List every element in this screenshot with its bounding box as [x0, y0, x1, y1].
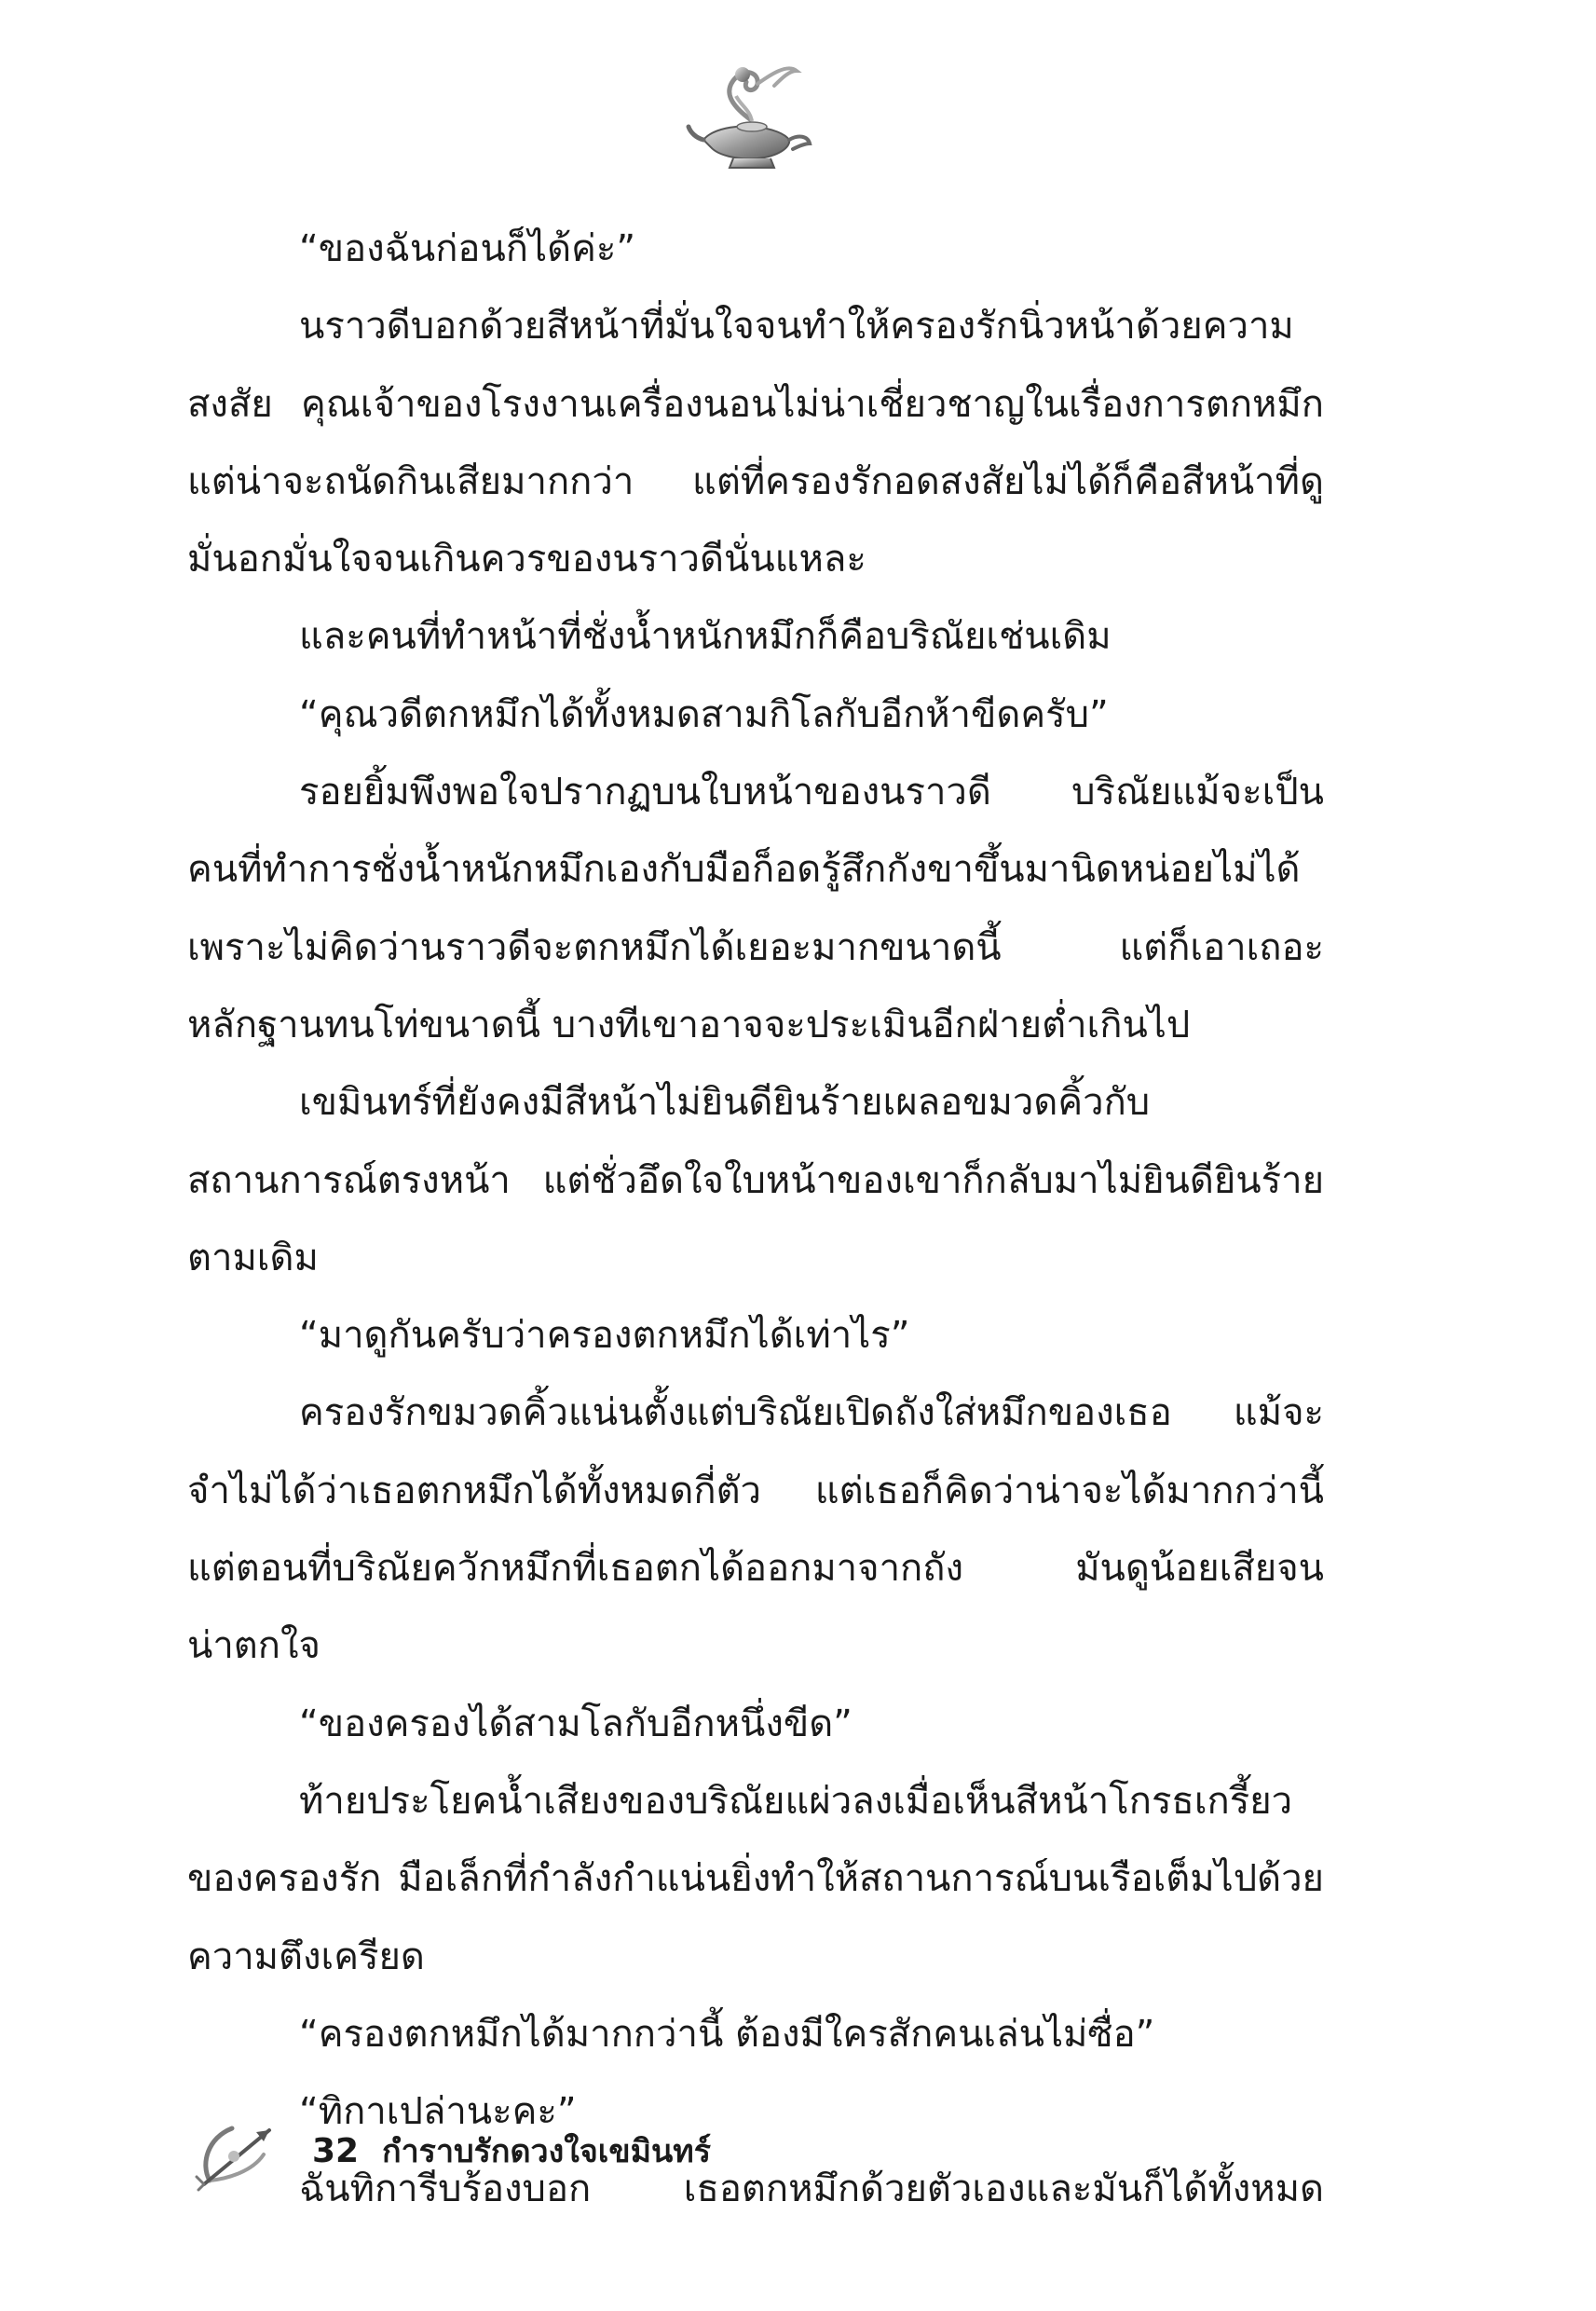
- text-line: น่าตกใจ: [187, 1624, 321, 1668]
- text-line: ตามเดิม: [187, 1236, 319, 1279]
- text-line: “ทิกาเปล่านะคะ”: [299, 2090, 577, 2134]
- text-line: และคนที่ทำหน้าที่ชั่งน้ำหนักหมึกก็คือบริณัยเช่นเดิม: [299, 615, 1112, 659]
- text-line: เพราะไม่คิดว่านราวดีจะตกหมึกได้เยอะมากขนาดนี้ แต่ก็เอาเถอะ: [187, 925, 1324, 969]
- text-line: “ครองตกหมึกได้มากกว่านี้ ต้องมีใครสักคนเล่นไม่ซื่อ”: [299, 2012, 1155, 2056]
- text-line: ความตึงเครียด: [187, 1935, 425, 1978]
- text-line: แต่ตอนที่บริณัยควักหมึกที่เธอตกได้ออกมาจากถัง มันดูน้อยเสียจน: [187, 1547, 1324, 1591]
- text-line: สงสัย คุณเจ้าของโรงงานเครื่องนอนไม่น่าเชี่ยวชาญในเรื่องการตกหมึก: [187, 382, 1324, 426]
- text-line: สถานการณ์ตรงหน้า แต่ชั่วอึดใจใบหน้าของเขาก็กลับมาไม่ยินดียินร้าย: [187, 1158, 1324, 1202]
- text-line: “ของฉันก่อนก็ได้ค่ะ”: [299, 227, 636, 270]
- text-line: เขมินทร์ที่ยังคงมีสีหน้าไม่ยินดียินร้ายเผลอขมวดคิ้วกับ: [299, 1081, 1151, 1125]
- text-line: มั่นอกมั่นใจจนเกินควรของนราวดีนั่นแหละ: [187, 538, 866, 581]
- cupid-bow-arrow-icon: [191, 2117, 284, 2192]
- text-line: ท้ายประโยคน้ำเสียงของบริณัยแผ่วลงเมื่อเห็นสีหน้าโกรธเกรี้ยว: [299, 1779, 1293, 1823]
- page-footer: [191, 2108, 1030, 2192]
- book-title: กำราบรักดวงใจเขมินทร์: [382, 2133, 711, 2170]
- text-line: “มาดูกันครับว่าครองตกหมึกได้เท่าไร”: [299, 1314, 910, 1358]
- text-line: ครองรักขมวดคิ้วแน่นตั้งแต่บริณัยเปิดถังใส่หมึกของเธอ แม้จะ: [299, 1391, 1324, 1435]
- text-line: หลักฐานทนโท่ขนาดนี้ บางทีเขาอาจจะประเมินอีกฝ่ายต่ำเกินไป: [187, 1003, 1191, 1046]
- text-line: “คุณวดีตกหมึกได้ทั้งหมดสามกิโลกับอีกห้าขีดครับ”: [299, 692, 1109, 736]
- text-line: แต่น่าจะถนัดกินเสียมากกว่า แต่ที่ครองรักอดสงสัยไม่ได้ก็คือสีหน้าที่ดู: [187, 459, 1324, 503]
- text-line: “ของครองได้สามโลกับอีกหนึ่งขีด”: [299, 1702, 853, 1745]
- chapter-body-text: [187, 211, 1324, 2229]
- text-line: คนที่ทำการชั่งน้ำหนักหมึกเองกับมือก็อดรู้สึกกังขาขึ้นมานิดหน่อยไม่ได้: [187, 848, 1301, 892]
- text-line: นราวดีบอกด้วยสีหน้าที่มั่นใจจนทำให้ครองรักนิ่วหน้าด้วยความ: [299, 305, 1294, 349]
- text-line: จำไม่ได้ว่าเธอตกหมึกได้ทั้งหมดกี่ตัว แต่เธอก็คิดว่าน่าจะได้มากกว่านี้: [187, 1469, 1324, 1512]
- genie-lamp-icon: [685, 54, 815, 175]
- page-number: 32: [312, 2132, 360, 2170]
- text-line: ฉันทิการีบร้องบอก เธอตกหมึกด้วยตัวเองและมันก็ได้ทั้งหมด: [299, 2167, 1324, 2211]
- text-line: รอยยิ้มพึงพอใจปรากฏบนใบหน้าของนราวดี บริณัยแม้จะเป็น: [299, 771, 1324, 814]
- text-line: ของครองรัก มือเล็กที่กำลังกำแน่นยิ่งทำให้สถานการณ์บนเรือเต็มไปด้วย: [187, 1857, 1324, 1901]
